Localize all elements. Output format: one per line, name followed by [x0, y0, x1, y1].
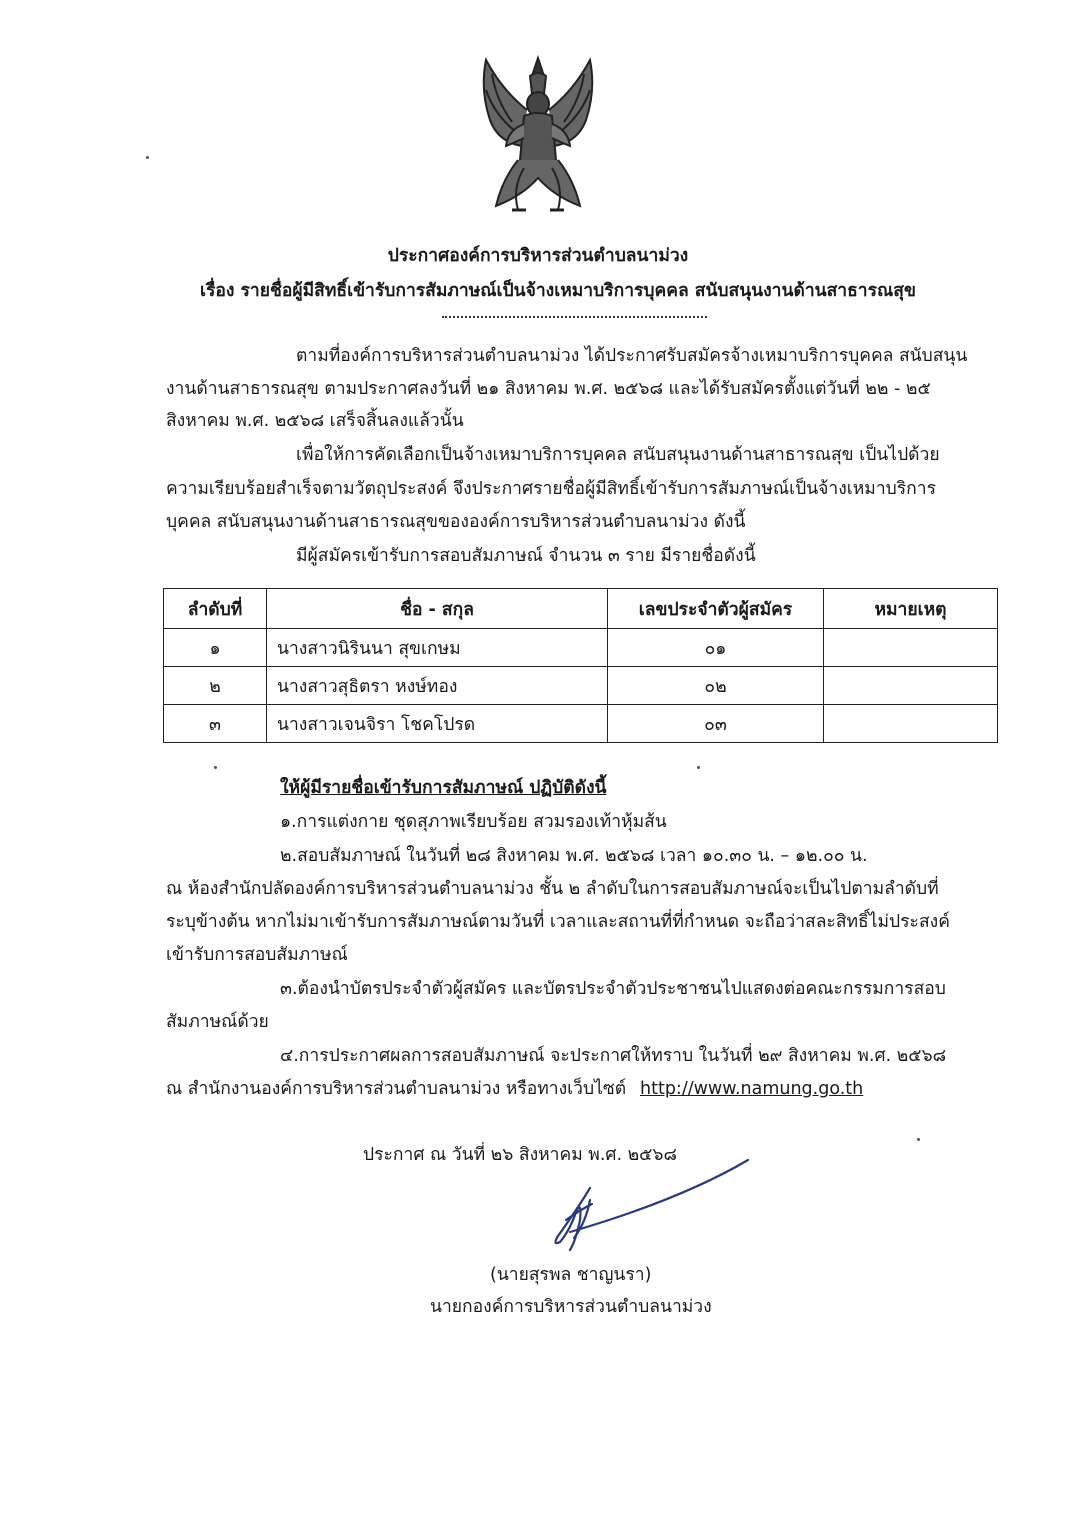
- intro-line: มีผู้สมัครเข้ารับการสอบสัมภาษณ์ จำนวน ๓ ราย มีรายชื่อดังนี้: [296, 546, 756, 566]
- announcement-date: ประกาศ ณ วันที่ ๒๖ สิงหาคม พ.ศ. ๒๕๖๘: [363, 1145, 678, 1165]
- intro-line: บุคคล สนับสนุนงานด้านสาธารณสุขขององค์การบริหารส่วนตำบลนาม่วง ดังนี้: [166, 512, 746, 532]
- cell-no: ๒: [164, 667, 267, 705]
- instruction-line: สัมภาษณ์ด้วย: [166, 1012, 269, 1032]
- cell-no: ๓: [164, 705, 267, 743]
- table-row: [164, 667, 998, 705]
- header-applicant-id: เลขประจำตัวผู้สมัคร: [608, 589, 824, 629]
- header-note: หมายเหตุ: [824, 589, 998, 629]
- instruction-line: เข้ารับการสอบสัมภาษณ์: [166, 945, 348, 965]
- instruction-line: ระบุข้างต้น หากไม่มาเข้ารับการสัมภาษณ์ตามวันที่ เวลาและสถานที่ที่กำหนด จะถือว่าสละสิทธิ์ไม่ประสงค์: [166, 912, 950, 932]
- header-no: ลำดับที่: [164, 589, 267, 629]
- cell-applicant-id: ๐๓: [608, 705, 824, 743]
- cell-name: นางสาวนิรินนา สุขเกษม: [267, 629, 608, 667]
- cell-name: นางสาวเจนจิรา โชคโปรด: [267, 705, 608, 743]
- instruction-line: ๔.การประกาศผลการสอบสัมภาษณ์ จะประกาศให้ทราบ ในวันที่ ๒๙ สิงหาคม พ.ศ. ๒๕๖๘: [280, 1046, 947, 1066]
- instruction-line: ณ สำนักงานองค์การบริหารส่วนตำบลนาม่วง หรือทางเว็บไซต์: [166, 1079, 627, 1099]
- instruction-line: ณ ห้องสำนักปลัดองค์การบริหารส่วนตำบลนาม่วง ชั้น ๒ ลำดับในการสอบสัมภาษณ์จะเป็นไปตามลำดับที่: [166, 879, 939, 899]
- scan-speck: [146, 156, 149, 159]
- signer-position: นายกองค์การบริหารส่วนตำบลนาม่วง: [430, 1297, 712, 1317]
- cell-note: [824, 629, 998, 667]
- cell-name: นางสาวสุธิตรา หงษ์ทอง: [267, 667, 608, 705]
- intro-line: เพื่อให้การคัดเลือกเป็นจ้างเหมาบริการบุคคล สนับสนุนงานด้านสาธารณสุข เป็นไปด้วย: [296, 445, 940, 465]
- instruction-line: ๓.ต้องนำบัตรประจำตัวผู้สมัคร และบัตรประจำตัวประชาชนไปแสดงต่อคณะกรรมการสอบ: [280, 979, 946, 999]
- cell-applicant-id: ๐๒: [608, 667, 824, 705]
- instructions-heading: ให้ผู้มีรายชื่อเข้ารับการสัมภาษณ์ ปฏิบัติดังนี้: [280, 778, 607, 798]
- website-link[interactable]: http://www.namung.go.th: [640, 1079, 864, 1099]
- signer-name: (นายสุรพล ชาญนรา): [490, 1265, 652, 1285]
- announcement-subject: เรื่อง รายชื่อผู้มีสิทธิ์เข้ารับการสัมภาษณ์เป็นจ้างเหมาบริการบุคคล สนับสนุนงานด้านสาธารณสุข: [200, 281, 916, 301]
- scan-speck: [214, 766, 217, 769]
- intro-line: ความเรียบร้อยสำเร็จตามวัตถุประสงค์ จึงประกาศรายชื่อผู้มีสิทธิ์เข้ารับการสัมภาษณ์เป็นจ้างเหมาบริการ: [166, 479, 936, 499]
- cell-note: [824, 667, 998, 705]
- signature-icon: [530, 1150, 760, 1260]
- title-divider: [442, 316, 707, 318]
- cell-applicant-id: ๐๑: [608, 629, 824, 667]
- cell-note: [824, 705, 998, 743]
- instruction-line: ๒.สอบสัมภาษณ์ ในวันที่ ๒๘ สิงหาคม พ.ศ. ๒๕๖๘ เวลา ๑๐.๓๐ น. – ๑๒.๐๐ น.: [280, 846, 868, 866]
- cell-no: ๑: [164, 629, 267, 667]
- intro-line: ตามที่องค์การบริหารส่วนตำบลนาม่วง ได้ประกาศรับสมัครจ้างเหมาบริการบุคคล สนับสนุน: [296, 346, 968, 366]
- table-row: [164, 629, 998, 667]
- table-row: [164, 705, 998, 743]
- header-name: ชื่อ - สกุล: [267, 589, 608, 629]
- scan-speck: [917, 1138, 920, 1141]
- announcement-title: ประกาศองค์การบริหารส่วนตำบลนาม่วง: [387, 246, 689, 266]
- applicants-table: [163, 588, 998, 743]
- table-header-row: [164, 589, 998, 629]
- garuda-emblem-icon: [472, 50, 604, 220]
- intro-line: สิงหาคม พ.ศ. ๒๕๖๘ เสร็จสิ้นลงแล้วนั้น: [166, 411, 464, 431]
- instruction-line: ๑.การแต่งกาย ชุดสุภาพเรียบร้อย สวมรองเท้าหุ้มส้น: [280, 812, 667, 832]
- scan-speck: [697, 766, 700, 769]
- intro-line: งานด้านสาธารณสุข ตามประกาศลงวันที่ ๒๑ สิงหาคม พ.ศ. ๒๕๖๘ และได้รับสมัครตั้งแต่วันที่ ๒๒ - ๒๕: [166, 379, 931, 399]
